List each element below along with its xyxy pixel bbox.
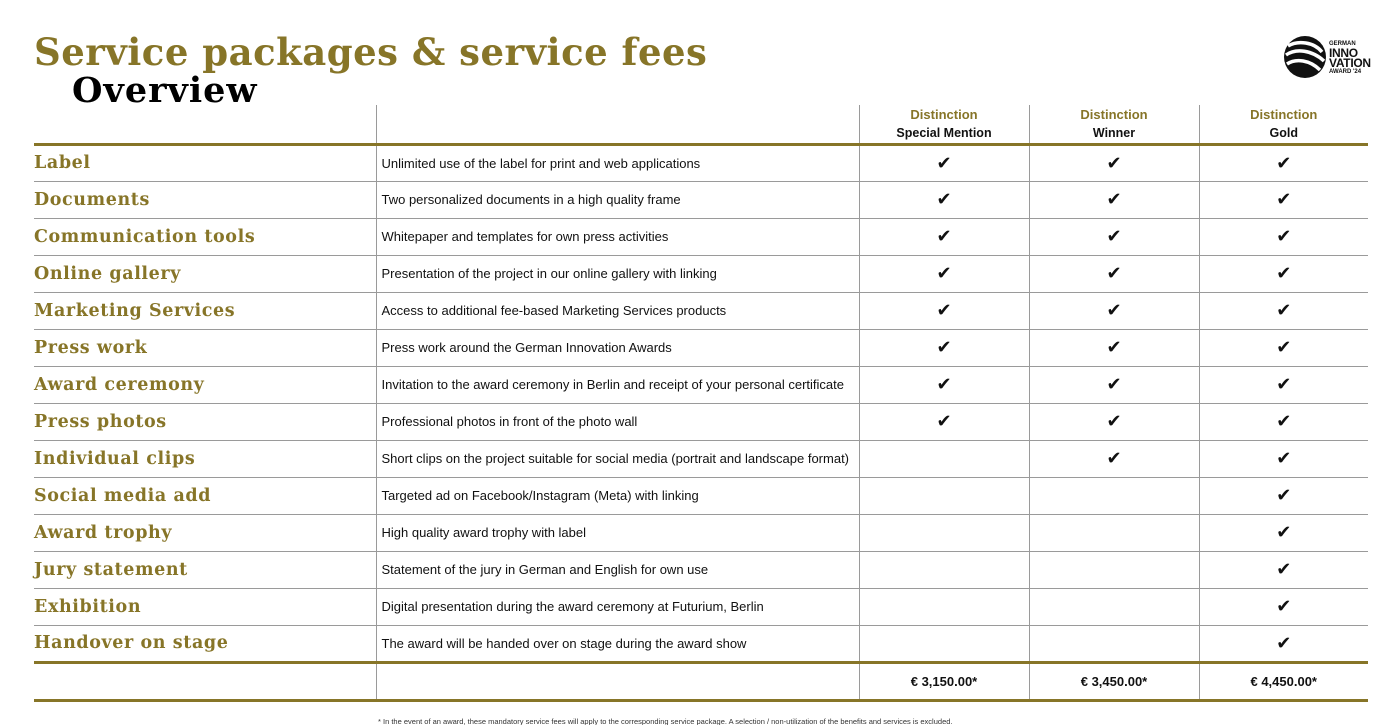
checkmark-icon: ✔ — [1276, 300, 1292, 320]
table-row — [34, 292, 1368, 329]
check-cell-gold — [1199, 403, 1368, 440]
award-emblem-icon — [1282, 34, 1328, 80]
service-label: Individual clips — [34, 440, 376, 477]
check-cell-gold — [1199, 329, 1368, 366]
checkmark-icon: ✔ — [936, 152, 952, 173]
check-cell-gold — [1199, 477, 1368, 514]
service-label: Exhibition — [34, 588, 376, 625]
service-label: Marketing Services — [34, 292, 376, 329]
checkmark-icon: ✔ — [1106, 263, 1122, 283]
table-row — [34, 514, 1368, 551]
checkmark-icon: ✔ — [1276, 632, 1292, 653]
service-description: Two personalized documents in a high quality frame — [376, 181, 859, 218]
checkmark-icon: ✔ — [1106, 374, 1122, 394]
service-label: Label — [34, 144, 376, 181]
tier-distinction-label: Distinction — [1080, 106, 1148, 122]
price-row — [34, 662, 1368, 700]
check-cell-gold — [1199, 625, 1368, 662]
check-cell-gold — [1199, 366, 1368, 403]
logo-line-1: GERMAN — [1329, 41, 1356, 47]
check-cell-gold — [1199, 440, 1368, 477]
check-cell-special-mention — [859, 292, 1029, 329]
service-label: Documents — [34, 181, 376, 218]
check-cell-gold — [1199, 255, 1368, 292]
check-cell-gold — [1199, 181, 1368, 218]
service-description: Unlimited use of the label for print and web applications — [376, 144, 859, 181]
table-row — [34, 181, 1368, 218]
service-description: Short clips on the project suitable for social media (portrait and landscape format) — [376, 440, 859, 477]
check-cell-gold — [1199, 514, 1368, 551]
table-row — [34, 255, 1368, 292]
check-cell-gold — [1199, 292, 1368, 329]
checkmark-icon: ✔ — [1106, 226, 1122, 246]
check-cell-special-mention — [859, 403, 1029, 440]
check-cell-gold — [1199, 551, 1368, 588]
service-label: Press work — [34, 329, 376, 366]
tier-name: Winner — [1092, 125, 1136, 140]
check-cell-special-mention — [859, 588, 1029, 625]
page-subtitle: Overview — [72, 70, 258, 111]
check-cell-winner — [1029, 329, 1199, 366]
award-logo-text — [1329, 40, 1371, 76]
service-description: Access to additional fee-based Marketing Services products — [376, 292, 859, 329]
page-title: Service packages & service fees — [34, 30, 708, 74]
award-logo — [1282, 34, 1372, 80]
checkmark-icon: ✔ — [1106, 448, 1122, 468]
check-cell-winner — [1029, 440, 1199, 477]
tier-name: Gold — [1269, 125, 1298, 140]
tier-distinction-label: Distinction — [1250, 106, 1318, 122]
checkmark-icon: ✔ — [1276, 522, 1292, 542]
check-cell-winner — [1029, 551, 1199, 588]
price-row-empty-label — [34, 662, 376, 700]
tier-name: Special Mention — [896, 125, 992, 140]
price-special-mention: € 3,150.00* — [859, 662, 1029, 700]
check-cell-winner — [1029, 218, 1199, 255]
header-empty-label — [34, 105, 376, 144]
price-row-empty-desc — [376, 662, 859, 700]
checkmark-icon: ✔ — [936, 374, 952, 394]
service-description: Whitepaper and templates for own press activities — [376, 218, 859, 255]
table-row — [34, 403, 1368, 440]
check-cell-winner — [1029, 625, 1199, 662]
logo-line-2: INNO — [1329, 46, 1358, 60]
table-row — [34, 588, 1368, 625]
checkmark-icon: ✔ — [1106, 189, 1122, 209]
service-description: Invitation to the award ceremony in Berlin and receipt of your personal certificate — [376, 366, 859, 403]
logo-line-3: VATION — [1329, 56, 1371, 70]
checkmark-icon: ✔ — [1276, 374, 1292, 394]
check-cell-special-mention — [859, 551, 1029, 588]
check-cell-special-mention — [859, 366, 1029, 403]
checkmark-icon: ✔ — [1276, 226, 1292, 246]
check-cell-special-mention — [859, 144, 1029, 181]
check-cell-winner — [1029, 292, 1199, 329]
checkmark-icon: ✔ — [936, 337, 952, 357]
checkmark-icon: ✔ — [1276, 559, 1292, 579]
table-header-row — [34, 105, 1368, 144]
check-cell-winner — [1029, 588, 1199, 625]
checkmark-icon: ✔ — [936, 189, 952, 209]
table-row — [34, 625, 1368, 662]
checkmark-icon: ✔ — [1106, 411, 1122, 431]
checkmark-icon: ✔ — [936, 411, 952, 431]
check-cell-winner — [1029, 403, 1199, 440]
logo-line-4: AWARD '24 — [1329, 69, 1362, 75]
price-gold: € 4,450.00* — [1199, 662, 1368, 700]
header-empty-desc — [376, 105, 859, 144]
checkmark-icon: ✔ — [1106, 337, 1122, 357]
check-cell-special-mention — [859, 440, 1029, 477]
check-cell-special-mention — [859, 181, 1029, 218]
checkmark-icon: ✔ — [936, 263, 952, 283]
checkmark-icon: ✔ — [1276, 485, 1292, 505]
check-cell-winner — [1029, 181, 1199, 218]
service-description: High quality award trophy with label — [376, 514, 859, 551]
service-description: Digital presentation during the award ceremony at Futurium, Berlin — [376, 588, 859, 625]
tier-header-winner — [1029, 105, 1199, 144]
price-winner: € 3,450.00* — [1029, 662, 1199, 700]
table-row — [34, 551, 1368, 588]
service-description: Presentation of the project in our online gallery with linking — [376, 255, 859, 292]
check-cell-gold — [1199, 144, 1368, 181]
tier-distinction-label: Distinction — [910, 106, 978, 122]
checkmark-icon: ✔ — [1276, 448, 1292, 468]
table-row — [34, 366, 1368, 403]
service-description: Statement of the jury in German and English for own use — [376, 551, 859, 588]
table-row — [34, 144, 1368, 181]
checkmark-icon: ✔ — [1106, 300, 1122, 320]
checkmark-icon: ✔ — [1106, 152, 1122, 173]
service-label: Online gallery — [34, 255, 376, 292]
check-cell-winner — [1029, 477, 1199, 514]
checkmark-icon: ✔ — [1276, 152, 1292, 173]
footnote: * In the event of an award, these mandatory service fees will apply to the corresponding service package. A selection / non-utilization of the benefits and services is excluded. — [378, 717, 953, 725]
service-label: Communication tools — [34, 218, 376, 255]
service-label: Award ceremony — [34, 366, 376, 403]
service-description: Targeted ad on Facebook/Instagram (Meta) with linking — [376, 477, 859, 514]
check-cell-winner — [1029, 255, 1199, 292]
checkmark-icon: ✔ — [1276, 411, 1292, 431]
checkmark-icon: ✔ — [1276, 337, 1292, 357]
check-cell-winner — [1029, 144, 1199, 181]
service-label: Jury statement — [34, 551, 376, 588]
service-label: Social media add — [34, 477, 376, 514]
checkmark-icon: ✔ — [1276, 189, 1292, 209]
table-row — [34, 329, 1368, 366]
tier-header-special-mention — [859, 105, 1029, 144]
table-row — [34, 440, 1368, 477]
service-description: Press work around the German Innovation Awards — [376, 329, 859, 366]
check-cell-winner — [1029, 514, 1199, 551]
table-row — [34, 218, 1368, 255]
table-row — [34, 477, 1368, 514]
check-cell-special-mention — [859, 477, 1029, 514]
service-description: Professional photos in front of the photo wall — [376, 403, 859, 440]
check-cell-special-mention — [859, 218, 1029, 255]
service-label: Press photos — [34, 403, 376, 440]
check-cell-special-mention — [859, 255, 1029, 292]
service-label: Handover on stage — [34, 625, 376, 662]
packages-table — [34, 105, 1368, 702]
check-cell-winner — [1029, 366, 1199, 403]
checkmark-icon: ✔ — [936, 226, 952, 246]
check-cell-special-mention — [859, 514, 1029, 551]
checkmark-icon: ✔ — [1276, 263, 1292, 283]
tier-header-gold — [1199, 105, 1368, 144]
checkmark-icon: ✔ — [1276, 596, 1292, 616]
check-cell-gold — [1199, 218, 1368, 255]
check-cell-special-mention — [859, 329, 1029, 366]
check-cell-special-mention — [859, 625, 1029, 662]
service-description: The award will be handed over on stage during the award show — [376, 625, 859, 662]
checkmark-icon: ✔ — [936, 300, 952, 320]
check-cell-gold — [1199, 588, 1368, 625]
service-label: Award trophy — [34, 514, 376, 551]
